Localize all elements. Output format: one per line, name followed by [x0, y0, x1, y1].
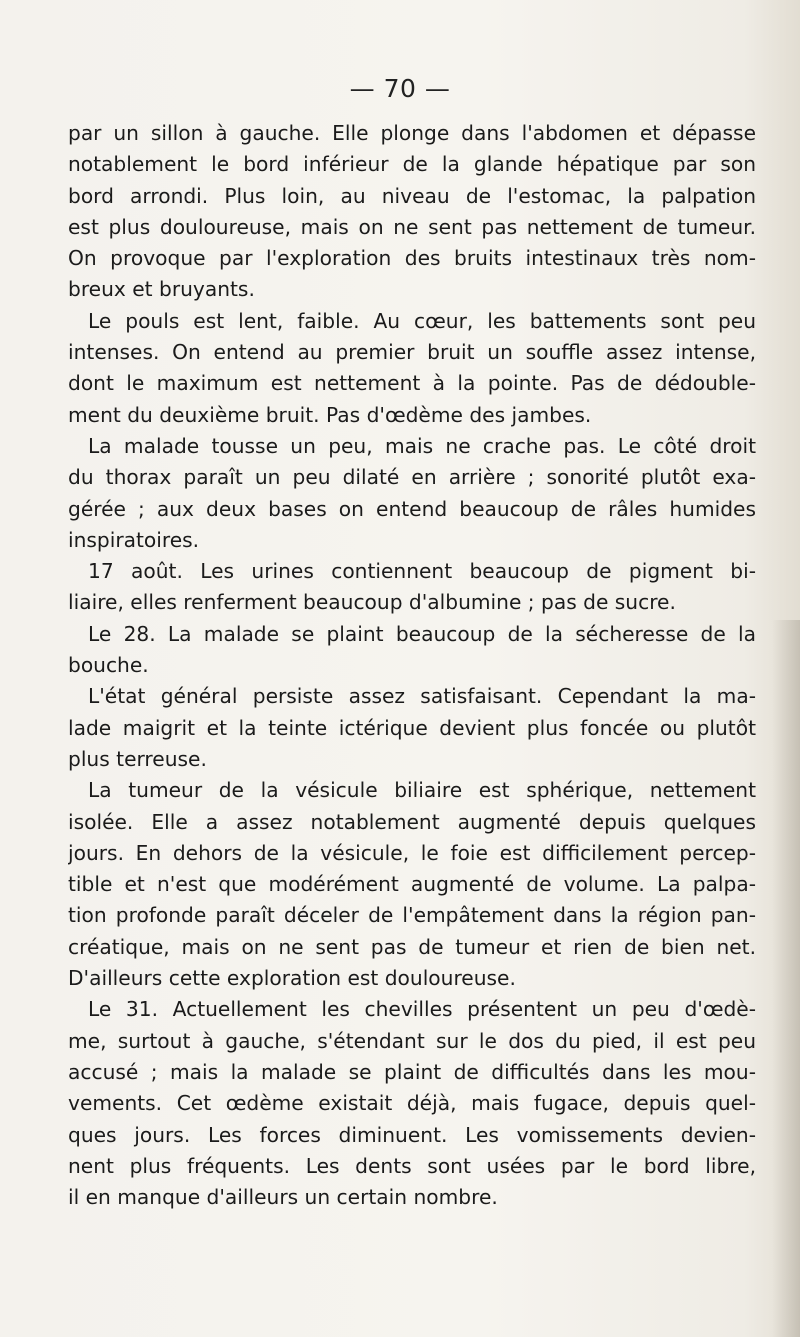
text-line-4: est plus douloureuse, mais on ne sent pas nettement de tumeur.	[68, 214, 756, 239]
text-line-21: plus terreuse.	[68, 746, 207, 771]
text-line-2: notablement le bord inférieur de la glande hépatique par son	[68, 152, 756, 177]
text-line-32: vements. Cet œdème existait déjà, mais fugace, depuis quel-	[68, 1091, 756, 1116]
text-line-24: jours. En dehors de la vésicule, le foie est difficilement percep-	[68, 840, 756, 865]
text-line-15: 17 août. Les urines contiennent beaucoup de pigment bi-	[88, 559, 756, 584]
text-line-14: inspiratoires.	[68, 527, 200, 552]
text-line-28: D'ailleurs cette exploration est douloureuse.	[68, 966, 516, 991]
body-text	[68, 118, 756, 1213]
text-line-5: On provoque par l'exploration des bruits intestinaux très nom-	[68, 246, 756, 271]
text-line-11: La malade tousse un peu, mais ne crache pas. Le côté droit	[88, 433, 756, 458]
text-line-33: ques jours. Les forces diminuent. Les vomissements devien-	[68, 1122, 756, 1147]
text-line-1: par un sillon à gauche. Elle plonge dans l'abdomen et dépasse	[68, 121, 756, 145]
text-line-23: isolée. Elle a assez notablement augmenté depuis quelques	[68, 809, 756, 834]
text-line-19: L'état général persiste assez satisfaisant. Cependant la ma-	[88, 684, 756, 709]
text-line-9: dont le maximum est nettement à la pointe. Pas de dédouble-	[68, 371, 756, 396]
text-line-27: créatique, mais on ne sent pas de tumeur et rien de bien net.	[68, 934, 756, 959]
text-line-16: liaire, elles renferment beaucoup d'albumine ; pas de sucre.	[68, 590, 676, 615]
text-line-20: lade maigrit et la teinte ictérique devient plus foncée ou plutôt	[68, 715, 756, 740]
text-line-12: du thorax paraît un peu dilaté en arrière ; sonorité plutôt exa-	[68, 465, 756, 490]
text-line-18: bouche.	[68, 653, 149, 678]
text-line-34: nent plus fréquents. Les dents sont usées par le bord libre,	[68, 1153, 756, 1178]
text-line-26: tion profonde paraît déceler de l'empâtement dans la région pan-	[68, 903, 756, 928]
page-number: — 70 —	[349, 74, 451, 103]
text-line-6: breux et bruyants.	[68, 277, 255, 302]
text-line-10: ment du deuxième bruit. Pas d'œdème des jambes.	[68, 402, 592, 427]
text-line-8: intenses. On entend au premier bruit un souffle assez intense,	[68, 340, 756, 365]
text-line-17: Le 28. La malade se plaint beaucoup de la sécheresse de la	[88, 621, 756, 646]
text-line-7: Le pouls est lent, faible. Au cœur, les battements sont peu	[88, 308, 756, 333]
text-line-22: La tumeur de la vésicule biliaire est sphérique, nettement	[88, 778, 756, 803]
text-line-31: accusé ; mais la malade se plaint de difficultés dans les mou-	[68, 1059, 756, 1084]
text-line-30: me, surtout à gauche, s'étendant sur le dos du pied, il est peu	[68, 1028, 756, 1053]
text-line-35: il en manque d'ailleurs un certain nombre.	[68, 1185, 498, 1210]
text-line-29: Le 31. Actuellement les chevilles présentent un peu d'œdè-	[88, 997, 756, 1022]
text-line-3: bord arrondi. Plus loin, au niveau de l'estomac, la palpation	[68, 183, 756, 208]
text-line-13: gérée ; aux deux bases on entend beaucoup de râles humides	[68, 496, 756, 521]
page-edge-shadow	[772, 620, 800, 1337]
text-line-25: tible et n'est que modérément augmenté de volume. La palpa-	[68, 872, 756, 897]
